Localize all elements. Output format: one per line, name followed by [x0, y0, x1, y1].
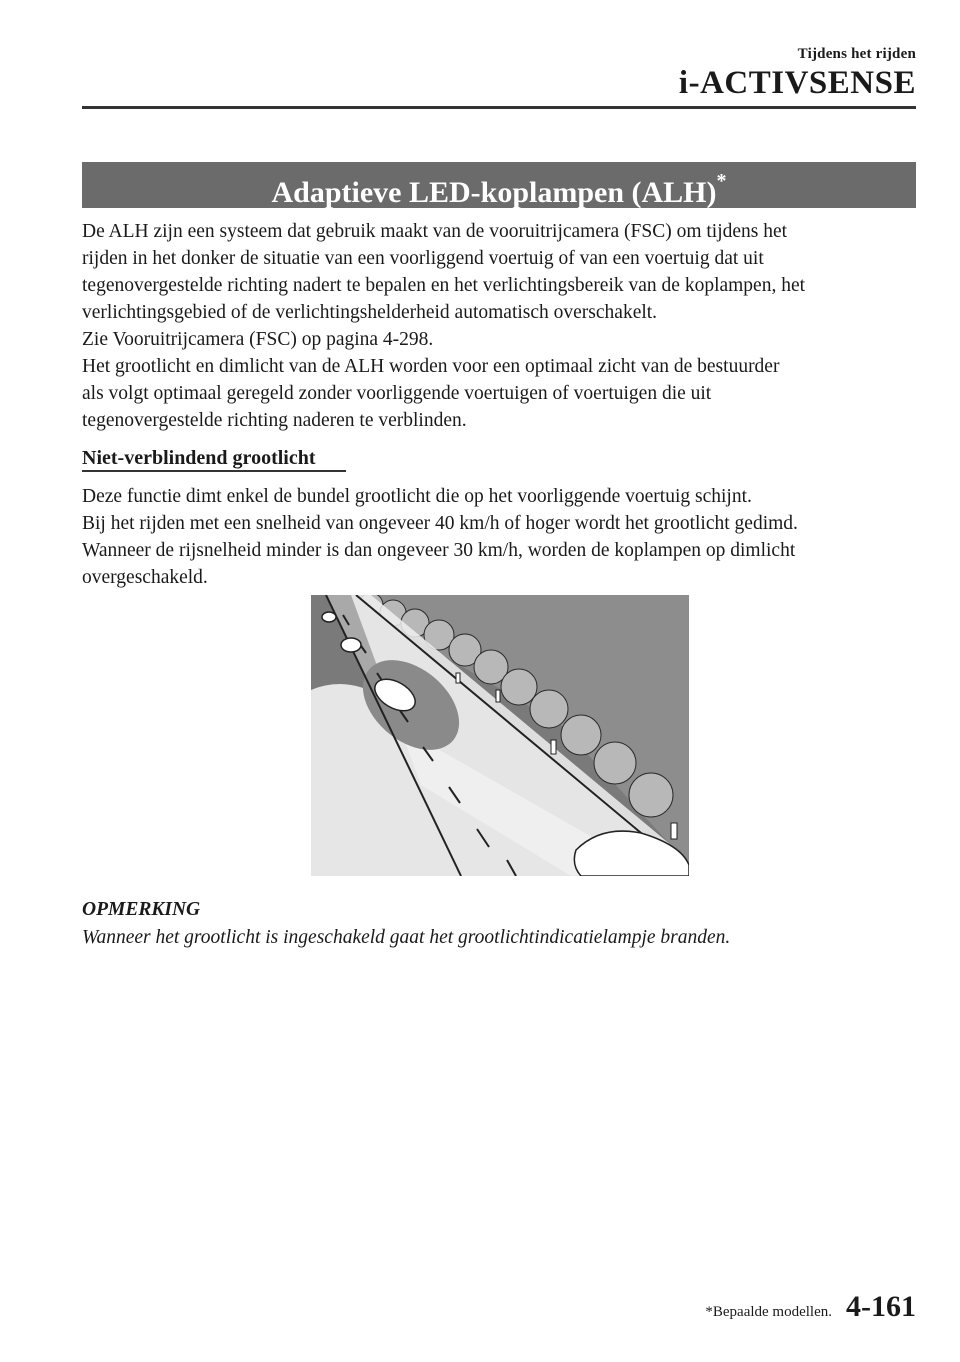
- footnote: *Bepaalde modellen.: [705, 1304, 832, 1320]
- subsection-paragraph: [82, 483, 918, 591]
- intro-line: Het grootlicht en dimlicht van de ALH worden voor een optimaal zicht van de bestuurder: [82, 356, 780, 377]
- page-title-text: Adaptieve LED-koplampen (ALH): [271, 176, 717, 209]
- subsection-line: Bij het rijden met een snelheid van ongeveer 40 km/h of hoger wordt het grootlicht gedimd.: [82, 513, 798, 534]
- page-footer: [705, 1290, 916, 1324]
- page-number: 4-161: [846, 1290, 916, 1323]
- intro-line: tegenovergestelde richting nadert te bepalen en het verlichtingsbereik van de koplampen, het: [82, 275, 806, 296]
- subsection-line: overgeschakeld.: [82, 567, 208, 588]
- cross-reference: Zie Vooruitrijcamera (FSC) op pagina 4-298.: [82, 329, 434, 350]
- note-text: Wanneer het grootlicht is ingeschakeld gaat het grootlichtindicatielampje branden.: [82, 927, 731, 948]
- headlight-illustration: [311, 595, 689, 876]
- intro-paragraph: [82, 218, 918, 434]
- note-label: OPMERKING: [82, 899, 201, 920]
- page-title: [82, 162, 916, 208]
- intro-line: verlichtingsgebied of de verlichtingshelderheid automatisch overschakelt.: [82, 302, 658, 323]
- subsection-line: Wanneer de rijsnelheid minder is dan ongeveer 30 km/h, worden de koplampen op dimlicht: [82, 540, 796, 561]
- chapter-title: Tijdens het rijden: [797, 46, 916, 62]
- intro-line: rijden in het donker de situatie van een voorliggend voertuig of van een voertuig dat uit: [82, 248, 764, 269]
- header-rule: [82, 106, 916, 109]
- intro-line: De ALH zijn een systeem dat gebruik maakt van de vooruitrijcamera (FSC) om tijdens het: [82, 221, 788, 242]
- note-block: [82, 896, 730, 952]
- subsection-underline: [82, 470, 346, 472]
- subsection-heading: Niet-verblindend grootlicht: [82, 447, 316, 469]
- section-title: i-ACTIVSENSE: [678, 65, 916, 101]
- intro-line: tegenovergestelde richting naderen te verblinden.: [82, 410, 467, 431]
- footnote-marker: *: [716, 170, 727, 192]
- subsection-line: Deze functie dimt enkel de bundel grootlicht die op het voorliggende voertuig schijnt.: [82, 486, 752, 507]
- intro-line: als volgt optimaal geregeld zonder voorliggende voertuigen of voertuigen die uit: [82, 383, 712, 404]
- road-scene-svg: [311, 595, 689, 876]
- running-header: [679, 46, 916, 101]
